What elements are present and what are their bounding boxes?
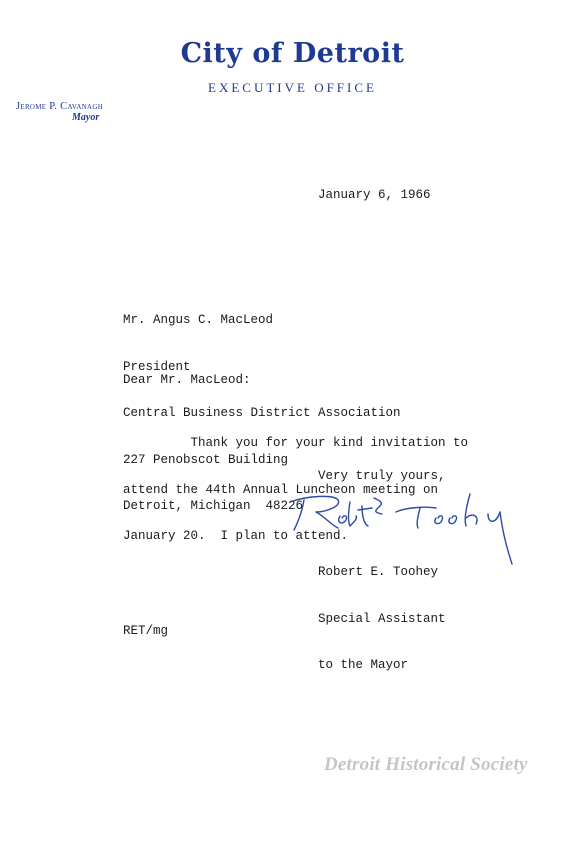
letterhead-office: EXECUTIVE OFFICE [208,80,377,95]
signer-name: Robert E. Toohey [318,565,439,579]
letter-date: January 6, 1966 [318,188,431,202]
signer-title-continued: to the Mayor [318,658,409,672]
body-line: January 20. I plan to attend. [123,529,349,543]
mayor-title: Mayor [72,112,100,123]
recipient-title: President [123,359,191,374]
recipient-name: Mr. Angus C. MacLeod [123,313,274,327]
body-line: attend the 44th Annual Luncheon meeting on [123,482,439,497]
recipient-organization: Central Business District Association [123,406,401,420]
signature-block [318,534,446,689]
body-line: Thank you for your kind invitation to [123,436,469,450]
salutation: Dear Mr. MacLeod: [123,373,251,387]
reference-initials: RET/mg [123,624,169,638]
signer-title: Special Assistant [318,611,446,626]
letterhead-title: City of Detroit [180,38,405,69]
mayor-name: Jerome P. Cavanagh [16,101,104,112]
recipient-street: 227 Penobscot Building [123,452,289,467]
recipient-city: Detroit, Michigan 48226 [123,499,304,513]
watermark: Detroit Historical Society [324,754,528,775]
closing: Very truly yours, [318,469,446,483]
